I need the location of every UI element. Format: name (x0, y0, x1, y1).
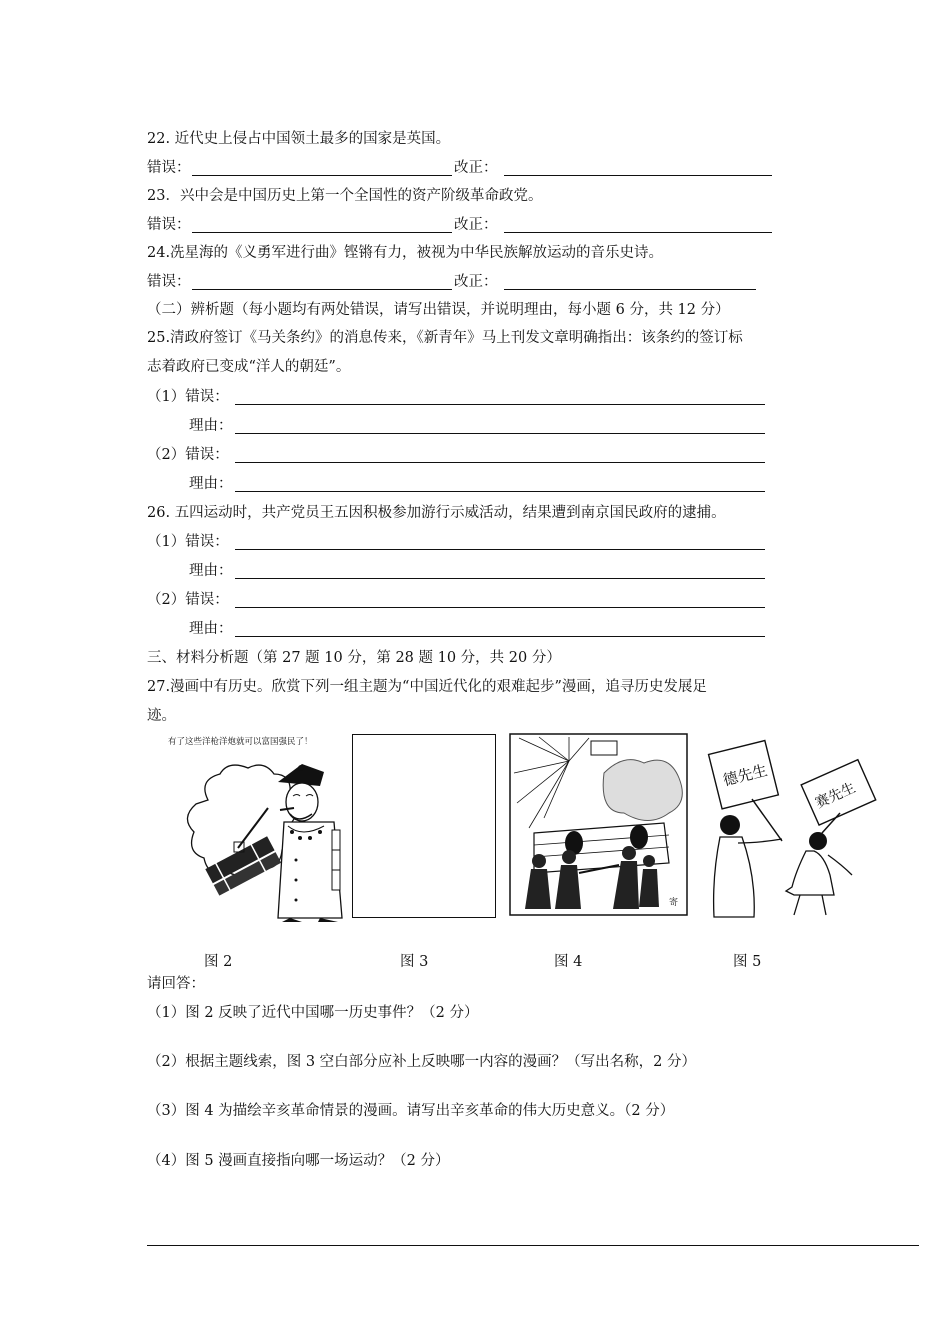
q26-reason-1-row (147, 561, 767, 581)
question-25-line2: 志着政府已变成“洋人的朝廷”。 (147, 359, 351, 375)
answer-blank[interactable] (235, 387, 765, 405)
fix-label: 改正： (454, 274, 498, 290)
q26-error-2-row (147, 590, 767, 610)
answer-prompt: 请回答： (147, 976, 205, 992)
fix-blank[interactable] (504, 215, 772, 233)
answer-blank[interactable] (235, 619, 765, 637)
question-22-answer-row (147, 158, 787, 178)
section-3-heading: 三、材料分析题（第 27 题 10 分，第 28 题 10 分，共 20 分） (147, 650, 561, 666)
fix-blank[interactable] (504, 272, 756, 290)
section-2-heading: （二）辨析题（每小题均有两处错误，请写出错误，并说明理由，每小题 6 分，共 12 分） (147, 302, 730, 318)
question-23-text: 23．兴中会是中国历史上第一个全国性的资产阶级革命政党。 (147, 188, 543, 204)
error-blank[interactable] (192, 272, 452, 290)
answer-blank[interactable] (235, 474, 765, 492)
q26-reason-2-row (147, 619, 767, 639)
q26-error-1-row (147, 532, 767, 552)
figure-5-caption: 图 5 (733, 954, 762, 970)
q25-reason-1-row (147, 416, 767, 436)
figure-4-cartoon (509, 733, 688, 916)
question-22-text: 22. 近代史上侵占中国领土最多的国家是英国。 (147, 131, 451, 147)
figure-4-stamp: 寄 (669, 898, 679, 908)
figure-2-caption: 图 2 (204, 954, 233, 970)
question-24-text: 24.冼星海的《义勇军进行曲》铿锵有力，被视为中华民族解放运动的音乐史诗。 (147, 245, 664, 261)
sub-question-1: （1）图 2 反映了近代中国哪一历史事件？（2 分） (147, 1005, 479, 1021)
item-label: （1）错误： (147, 534, 229, 550)
fix-label: 改正： (454, 217, 498, 233)
figure-4-caption: 图 4 (554, 954, 583, 970)
answer-blank[interactable] (235, 445, 765, 463)
question-27-line1: 27.漫画中有历史。欣赏下列一组主题为“中国近代化的艰难起步”漫画，追寻历史发展足 (147, 679, 707, 695)
question-23-answer-row (147, 215, 787, 235)
error-blank[interactable] (192, 158, 452, 176)
question-25-line1: 25.清政府签订《马关条约》的消息传来，《新青年》马上刊发文章明确指出：该条约的签订标 (147, 330, 743, 346)
question-24-answer-row (147, 272, 787, 292)
answer-blank[interactable] (235, 532, 765, 550)
fix-label: 改正： (454, 160, 498, 176)
answer-blank[interactable] (235, 561, 765, 579)
fix-blank[interactable] (504, 158, 772, 176)
figure-3-blank (352, 734, 496, 918)
reason-label: 理由： (189, 476, 233, 492)
figure-3-caption: 图 3 (400, 954, 429, 970)
item-label: （2）错误： (147, 592, 229, 608)
figure-2-cartoon (160, 730, 350, 925)
sub-question-4: （4）图 5 漫画直接指向哪一场运动？（2 分） (147, 1153, 450, 1169)
reason-label: 理由： (189, 621, 233, 637)
figure-2-cartoon-text: 有了这些洋枪洋炮就可以富国强民了！ (168, 737, 313, 747)
q25-error-1-row (147, 387, 767, 407)
item-label: （1）错误： (147, 389, 229, 405)
sub-question-3: （3）图 4 为描绘辛亥革命情景的漫画。请写出辛亥革命的伟大历史意义。（2 分） (147, 1103, 675, 1119)
question-26-text: 26. 五四运动时，共产党员王五因积极参加游行示威活动，结果遭到南京国民政府的逮捕。 (147, 505, 726, 521)
figure-5-sign-1: 德先生 (721, 761, 770, 790)
error-label: 错误： (147, 217, 191, 233)
q25-reason-2-row (147, 474, 767, 494)
reason-label: 理由： (189, 563, 233, 579)
error-label: 错误： (147, 274, 191, 290)
figure-5-sign-2: 赛先生 (813, 779, 859, 812)
error-blank[interactable] (192, 215, 452, 233)
figure-5-cartoon (702, 733, 882, 928)
q25-error-2-row (147, 445, 767, 465)
question-27-line2: 迹。 (147, 708, 176, 724)
answer-blank[interactable] (235, 416, 765, 434)
answer-blank[interactable] (235, 590, 765, 608)
footer-rule (147, 1245, 919, 1246)
item-label: （2）错误： (147, 447, 229, 463)
sub-question-2: （2）根据主题线索，图 3 空白部分应补上反映哪一内容的漫画？（写出名称，2 分） (147, 1054, 697, 1070)
reason-label: 理由： (189, 418, 233, 434)
error-label: 错误： (147, 160, 191, 176)
